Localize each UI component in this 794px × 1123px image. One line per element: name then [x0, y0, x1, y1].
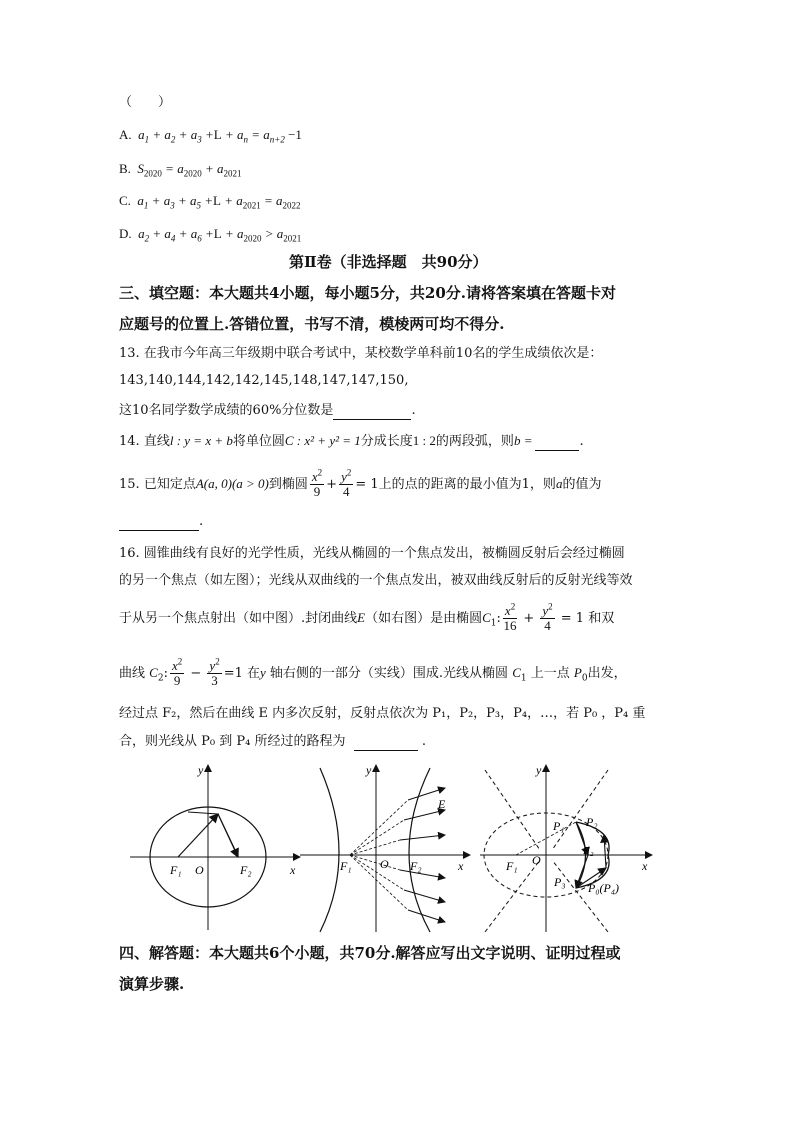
option-c[interactable]: C. $a_1 + a_3 + a_5 +L + a_{2021} = a_{2022}$	[119, 193, 301, 211]
section-4-line1: 四、解答题：本大题共6个小题，共70分.解答应写出文字说明、证明过程或	[119, 944, 621, 962]
q15-blank-line: .	[119, 513, 203, 531]
q16-line5: 经过点 F₂，然后在曲线 E 内多次反射，反射点依次为 P₁，P₂，P₃，P₄，…，若 P₀ ，P₄ 重	[119, 706, 646, 721]
svg-text:O: O	[532, 853, 541, 867]
q15-line: 15. 已知定点A(a, 0)(a > 0)到椭圆 $\frac{x^2}{9}$ + $\frac{y^2}{4}$ = 1上的点的距离的最小值为1，则a的值为	[119, 467, 602, 499]
fraction-y2-4: $\frac{y^2}{4}$	[341, 467, 352, 499]
hyperbola-reflection-figure	[300, 760, 475, 935]
svg-text:y: y	[536, 763, 542, 777]
svg-text:F₁: F₁	[170, 863, 182, 877]
q13-line3: 这10名同学数学成绩的60%分位数是 .	[119, 403, 416, 418]
svg-text:F₁: F₁	[506, 859, 518, 873]
q16-line2: 的另一个焦点（如左图）；光线从双曲线的一个焦点发出，被双曲线反射后的反射光线等效	[119, 573, 633, 588]
q16-line3: 于从另一个焦点射出（如中图）.封闭曲线E（如右图）是由椭圆$C_1$: $\frac{x^2}{16}$ + $\frac{y^2}{4}$ = 1 和双	[119, 601, 615, 633]
q16-line4: 曲线 $C_2$: $\frac{x^2}{9}$ − $\frac{y^2}{3}$ =1 在y 轴右侧的一部分（实线）围成.光线从椭圆 $C_1$ 上一点 $P_0$出发，	[119, 656, 627, 688]
section-3-line2: 应题号的位置上.答错位置，书写不清，模棱两可均不得分.	[119, 315, 505, 333]
option-d[interactable]: D. $a_2 + a_4 + a_6 +L + a_{2020} > a_{2021}$	[119, 226, 302, 244]
answer-blank[interactable]	[535, 450, 579, 451]
fraction-x2-9: $\frac{x^2}{9}$	[311, 467, 323, 499]
svg-text:y: y	[366, 763, 372, 777]
svg-text:E: E	[438, 797, 446, 811]
closed-curve-figure	[480, 760, 660, 935]
svg-text:F₂: F₂	[240, 863, 252, 877]
svg-text:F₁: F₁	[340, 859, 352, 873]
svg-text:P₃: P₃	[554, 875, 566, 889]
svg-text:x: x	[458, 859, 464, 873]
svg-text:x: x	[642, 859, 648, 873]
q13-line2: 143,140,144,142,142,145,148,147,147,150,	[119, 373, 409, 388]
choice-paren: （ ）	[119, 95, 172, 110]
option-b[interactable]: B. $S_{2020} = a_{2020} + a_{2021}$	[119, 161, 242, 179]
q16-line1: 16. 圆锥曲线有良好的光学性质，光线从椭圆的一个焦点发出，被椭圆反射后会经过椭圆	[119, 546, 625, 561]
svg-text:P₂: P₂	[586, 815, 598, 829]
ellipse-reflection-figure	[130, 760, 305, 935]
section-3-line1: 三、填空题：本大题共4小题，每小题5分，共20分.请将答案填在答题卡对	[119, 284, 616, 302]
svg-text:O: O	[380, 857, 389, 871]
section-title-2: 第Ⅱ卷（非选择题 共90分）	[289, 253, 488, 271]
svg-text:F₂: F₂	[583, 845, 594, 857]
answer-blank[interactable]	[354, 750, 418, 751]
q13-line1: 13. 在我市今年高三年级期中联合考试中，某校数学单科前10名的学生成绩依次是：	[119, 346, 603, 361]
svg-text:P₁: P₁	[553, 819, 565, 833]
svg-text:y: y	[198, 763, 204, 777]
svg-text:F₂: F₂	[410, 859, 422, 873]
svg-text:P₀(P₄): P₀(P₄)	[588, 881, 619, 895]
q14-line: 14. 直线l : y = x + b将单位圆C : x² + y² = 1分成长度1 : 2的两段弧，则b = .	[119, 433, 584, 449]
answer-blank[interactable]	[333, 419, 411, 420]
svg-text:O: O	[195, 863, 204, 877]
answer-blank[interactable]	[119, 530, 199, 531]
svg-text:x: x	[290, 863, 296, 877]
section-4-line2: 演算步骤.	[119, 975, 185, 993]
option-a[interactable]: A. $a_1 + a_2 + a_3 +L + a_n = a_{n+2} -1$	[119, 127, 302, 145]
q16-line6: 合，则光线从 P₀ 到 P₄ 所经过的路程为 .	[119, 734, 426, 749]
